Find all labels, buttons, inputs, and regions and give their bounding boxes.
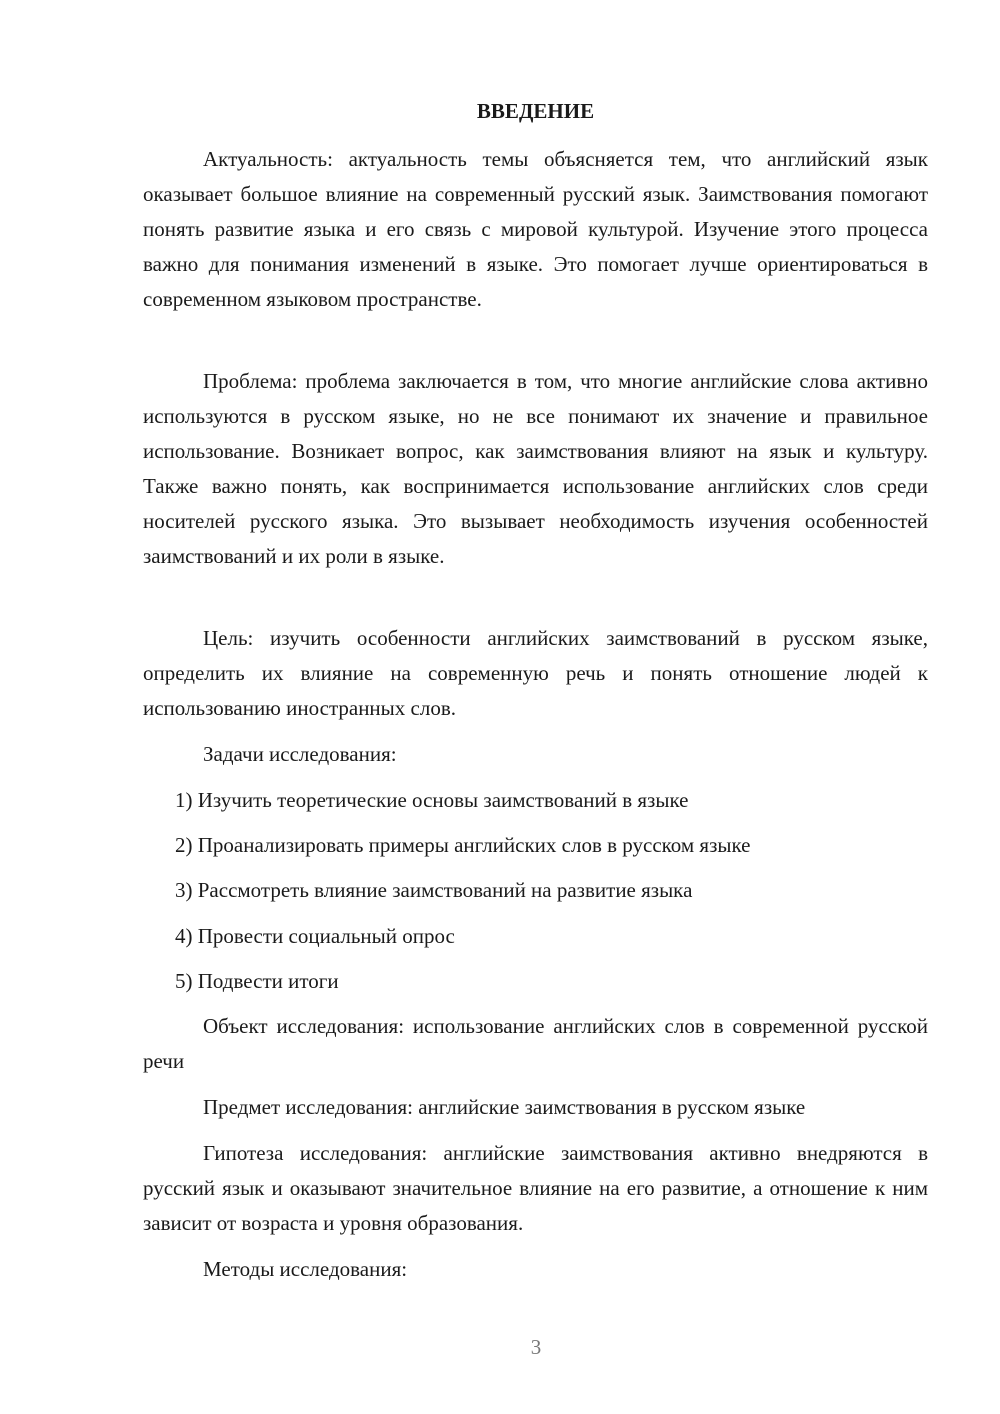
task-item: 4) Провести социальный опрос: [175, 924, 455, 948]
page-title: ВВЕДЕНИЕ: [476, 99, 595, 123]
task-item: 2) Проанализировать примеры английских слов в русском языке: [175, 833, 751, 857]
object-paragraph: Объект исследования: использование английских слов в современной русской речи: [143, 1014, 928, 1073]
task-item: 5) Подвести итоги: [175, 969, 339, 993]
task-item: 3) Рассмотреть влияние заимствований на развитие языка: [175, 878, 693, 902]
methods-heading: Методы исследования:: [203, 1257, 408, 1281]
relevance-paragraph: Актуальность: актуальность темы объясняется тем, что английский язык оказывает большое влияние на современный русский язык. Заимствования помогают понять развитие языка и его связь с мировой культурой. Изучение этого процесса важно для понимания изменений в языке. Это помогает лучше ориентироваться в современном языковом пространстве.: [143, 147, 928, 311]
goal-paragraph: Цель: изучить особенности английских заимствований в русском языке, определить их влияние на современную речь и понять отношение людей к использованию иностранных слов.: [143, 626, 928, 720]
tasks-heading: Задачи исследования:: [203, 742, 397, 766]
subject-paragraph: Предмет исследования: английские заимствования в русском языке: [203, 1095, 806, 1119]
hypothesis-paragraph: Гипотеза исследования: английские заимствования активно внедряются в русский язык и оказывают значительное влияние на его развитие, а отношение к ним зависит от возраста и уровня образования.: [143, 1141, 928, 1235]
page-number: 3: [530, 1335, 542, 1359]
task-item: 1) Изучить теоретические основы заимствований в языке: [175, 788, 689, 812]
problem-paragraph: Проблема: проблема заключается в том, что многие английские слова активно используются в русском языке, но не все понимают их значение и правильное использование. Возникает вопрос, как заимствования влияют на язык и культуру. Также важно понять, как воспринимается использование английских слов среди носителей русского языка. Это вызывает необходимость изучения особенностей заимствований и их роли в языке.: [143, 369, 928, 568]
